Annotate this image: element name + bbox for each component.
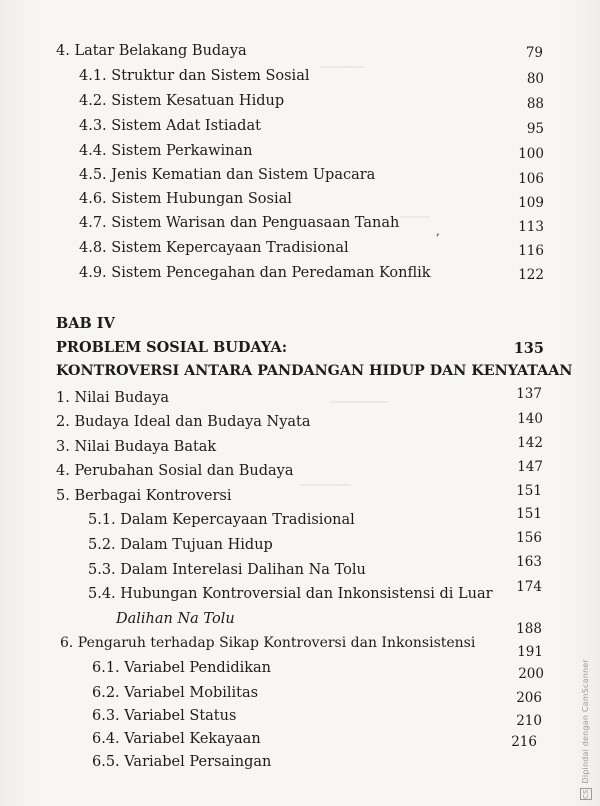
toc-entry-label: 2. Budaya Ideal dan Budaya Nyata xyxy=(56,414,311,430)
toc-entry-page: 100 xyxy=(518,146,544,162)
toc-entry-page: 210 xyxy=(516,713,542,729)
toc-entry-page: 88 xyxy=(526,96,544,112)
toc-entry-page: 80 xyxy=(526,71,544,87)
toc-entry-label: 5.3. Dalam Interelasi Dalihan Na Tolu xyxy=(88,562,366,578)
bleed-through: ──────── xyxy=(330,395,388,409)
toc-entry-label: 5. Berbagai Kontroversi xyxy=(56,488,232,504)
chapter-title: PROBLEM SOSIAL BUDAYA: xyxy=(56,339,288,356)
toc-entry-label: 4.2. Sistem Kesatuan Hidup xyxy=(79,93,285,109)
toc-entry-page: 95 xyxy=(526,121,544,137)
toc-entry-label: 5.4. Hubungan Kontroversial dan Inkonsistensi di Luar xyxy=(88,586,493,602)
chapter-title: KONTROVERSI ANTARA PANDANGAN HIDUP DAN KENYATAAN xyxy=(56,363,573,379)
toc-entry-page: 200 xyxy=(518,666,544,682)
toc-entry-label: 4.3. Sistem Adat Istiadat xyxy=(79,118,261,134)
toc-entry-page: 156 xyxy=(516,530,542,546)
stray-mark: , xyxy=(436,224,440,238)
scanner-watermark xyxy=(580,659,594,800)
toc-entry-label: 4.6. Sistem Hubungan Sosial xyxy=(79,191,292,207)
toc-entry-page: 116 xyxy=(518,243,544,259)
toc-entry-label: 5.1. Dalam Kepercayaan Tradisional xyxy=(88,512,355,528)
toc-entry-label: 5.2. Dalam Tujuan Hidup xyxy=(88,537,273,553)
toc-entry-page: 113 xyxy=(518,219,544,235)
toc-entry-page: 188 xyxy=(516,621,542,637)
toc-entry-label: 4.8. Sistem Kepercayaan Tradisional xyxy=(79,240,349,256)
toc-entry-label: 6.4. Variabel Kekayaan xyxy=(92,731,261,747)
toc-entry-label: 4.5. Jenis Kematian dan Sistem Upacara xyxy=(79,167,376,183)
toc-entry-label: 1. Nilai Budaya xyxy=(56,390,170,406)
toc-entry-page: 216 xyxy=(511,734,537,750)
toc-entry-continuation: Dalihan Na Tolu xyxy=(116,611,235,627)
toc-entry-label: 4. Latar Belakang Budaya xyxy=(56,43,247,59)
toc-entry-label: 6.3. Variabel Status xyxy=(92,708,237,724)
toc-entry-label: 4.4. Sistem Perkawinan xyxy=(79,143,253,159)
toc-entry-label: 3. Nilai Budaya Batak xyxy=(56,439,217,455)
bleed-through: ──── xyxy=(400,210,429,224)
toc-entry-label: 4. Perubahan Sosial dan Budaya xyxy=(56,463,294,479)
toc-entry-page: 174 xyxy=(516,579,542,595)
toc-entry-label: 4.1. Struktur dan Sistem Sosial xyxy=(79,68,310,84)
toc-entry-page: 140 xyxy=(517,411,543,427)
camscanner-icon: CS xyxy=(582,789,590,799)
toc-entry-page: 137 xyxy=(516,386,542,402)
toc-entry-label: 4.9. Sistem Pencegahan dan Peredaman Konflik xyxy=(79,265,431,281)
toc-entry-label: 4.7. Sistem Warisan dan Penguasaan Tanah xyxy=(79,215,400,231)
toc-entry-page: 79 xyxy=(525,45,543,61)
toc-entry-label: 6.1. Variabel Pendidikan xyxy=(92,660,272,676)
watermark-text: Dipindai dengan CamScanner xyxy=(581,659,590,784)
toc-entry-label: 6.5. Variabel Persaingan xyxy=(92,754,272,770)
toc-entry-label: 6. Pengaruh terhadap Sikap Kontroversi dan Inkonsistensi xyxy=(60,635,476,651)
toc-entry-page: 147 xyxy=(517,459,543,475)
toc-entry-page: 151 xyxy=(516,483,542,499)
toc-entry-page: 163 xyxy=(516,554,542,570)
toc-entry-page: 106 xyxy=(518,171,544,187)
chapter-page: 135 xyxy=(513,340,544,357)
toc-entry-page: 122 xyxy=(518,267,544,283)
toc-entry-page: 206 xyxy=(516,690,542,706)
toc-entry-page: 142 xyxy=(517,435,543,451)
toc-entry-page: 191 xyxy=(517,644,543,660)
toc-entry-page: 151 xyxy=(516,506,542,522)
toc-entry-label: 6.2. Variabel Mobilitas xyxy=(92,685,259,701)
bleed-through: ────── xyxy=(320,60,364,74)
chapter-heading: BAB IV xyxy=(56,315,115,332)
bleed-through: ─────── xyxy=(300,478,351,492)
toc-entry-page: 109 xyxy=(518,195,544,211)
